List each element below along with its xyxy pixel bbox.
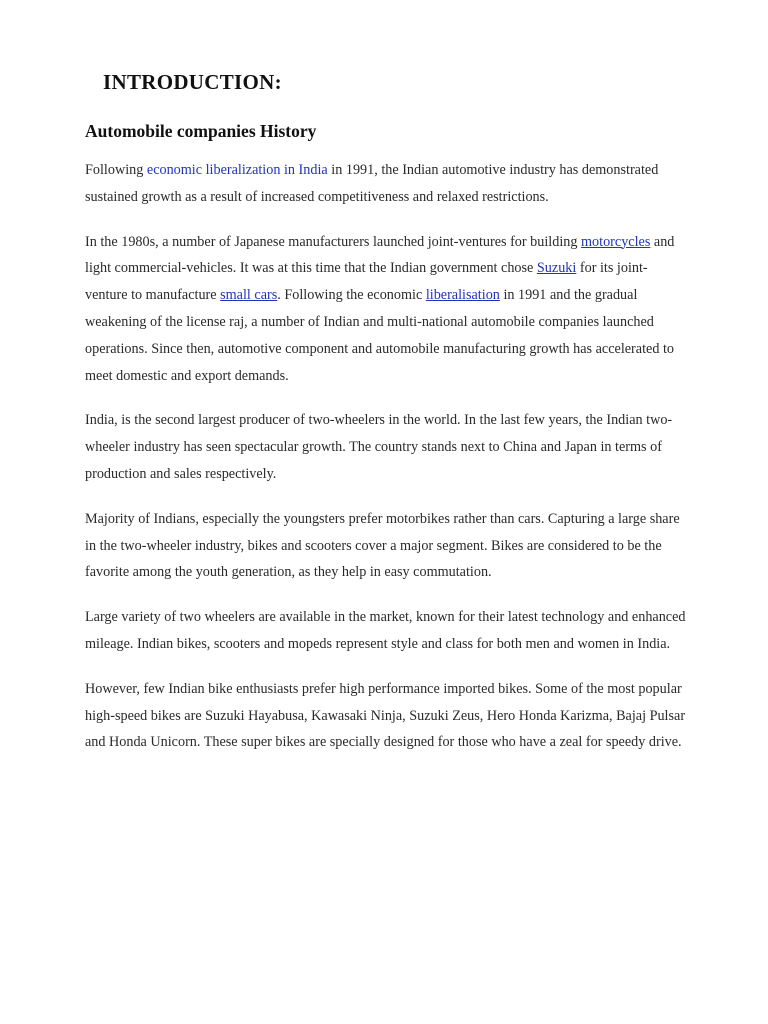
link-economic-liberalization[interactable]: economic liberalization in India	[146, 162, 328, 178]
link-suzuki[interactable]: Suzuki	[536, 260, 577, 277]
paragraph-2	[85, 229, 690, 390]
paragraph-5: Large variety of two wheelers are available in the market, known for their latest technology and enhanced mileage. Indian bikes, scooters and mopeds represent style and class for both men and women in India.	[85, 609, 686, 652]
paragraph-text: and light commercial-vehicles. It was at this time that the Indian government chose	[85, 233, 675, 277]
paragraph-3: India, is the second largest producer of two-wheelers in the world. In the last few years, the Indian two-wheeler industry has seen spectacular growth. The country stands next to China and Japan in terms of production and sales respectively.	[85, 412, 673, 482]
paragraph-text: for its joint-venture to manufacture	[85, 260, 648, 304]
paragraph-1	[85, 157, 690, 211]
document-body	[85, 157, 690, 774]
section-heading: Automobile companies History	[85, 121, 317, 141]
link-liberalisation[interactable]: liberalisation	[425, 287, 500, 304]
paragraph-text: in 1991, the Indian automotive industry has demonstrated sustained growth as a result of increased competitiveness and relaxed restrictions.	[85, 162, 659, 205]
paragraph-text: Following	[85, 162, 147, 178]
link-small-cars[interactable]: small cars	[220, 287, 278, 304]
paragraph-text: In the 1980s, a number of Japanese manufacturers launched joint-ventures for building	[85, 233, 582, 250]
paragraph-4: Majority of Indians, especially the youngsters prefer motorbikes rather than cars. Capturing a large share in the two-wheeler industry, bikes and scooters cover a major segment. Bikes are considered to be the favorite among the youth generation, as they help in easy commutation.	[85, 510, 680, 581]
paragraph-text: in 1991 and the gradual weakening of the license raj, a number of Indian and multi-national automobile companies launched operations. Since then, automotive component and automobile manufacturing growth has accelerated to meet domestic and export demands.	[85, 287, 674, 384]
paragraph-text: . Following the economic	[277, 287, 426, 304]
document-title: INTRODUCTION:	[103, 70, 282, 94]
link-motorcycles[interactable]: motorcycles	[581, 233, 651, 250]
paragraph-6: However, few Indian bike enthusiasts prefer high performance imported bikes. Some of the most popular high-speed bikes are Suzuki Hayabusa, Kawasaki Ninja, Suzuki Zeus, Hero Honda Karizma, Bajaj Pulsar and Honda Unicorn. These super bikes are specially designed for those who have a zeal for speedy drive.	[85, 680, 686, 751]
